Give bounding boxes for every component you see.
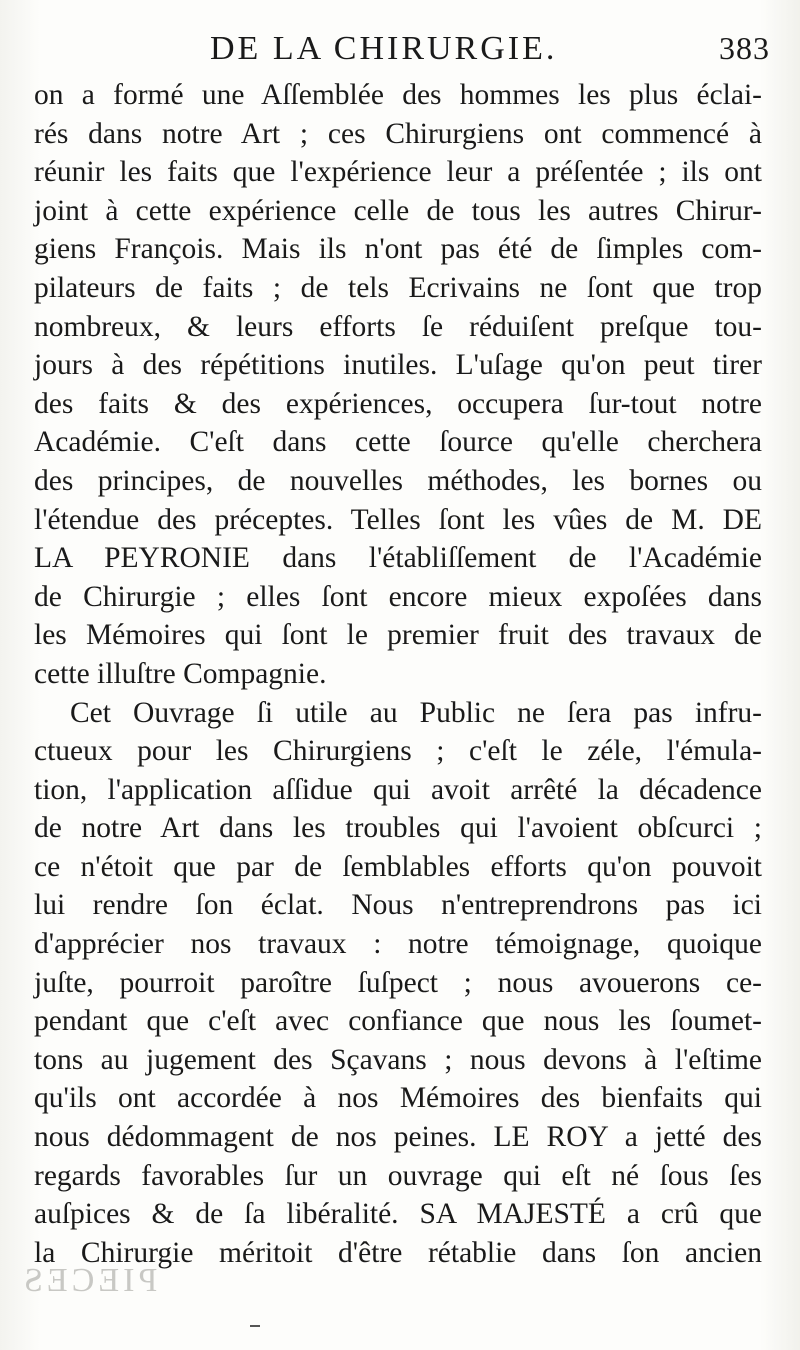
- text-line: ce n'étoit que par de ſemblables efforts qu'on pouvoit: [34, 850, 762, 883]
- text-line: les Mémoires qui ſont le premier fruit des travaux de: [34, 619, 762, 652]
- page-header: [210, 30, 770, 68]
- text-line: l'étendue des préceptes. Telles ſont les vûes de M. DE: [34, 503, 762, 536]
- text-line: qu'ils ont accordée à nos Mémoires des bienfaits qui: [34, 1082, 762, 1115]
- text-line: on a formé une Aſſemblée des hommes les plus éclai-: [34, 79, 762, 111]
- text-line: lui rendre ſon éclat. Nous n'entreprendrons pas ici: [34, 889, 762, 922]
- page-number: 383: [719, 30, 770, 66]
- text-line: cette illuſtre Compagnie.: [34, 657, 327, 690]
- text-line: des faits & des expériences, occupera ſur-tout notre: [34, 387, 762, 420]
- body-text: [34, 76, 762, 1272]
- text-line: rés dans notre Art ; ces Chirurgiens ont commencé à: [34, 117, 762, 150]
- bleed-through-text: PIECES: [20, 1262, 158, 1299]
- text-line: d'apprécier nos travaux : notre témoignage, quoique: [34, 928, 762, 961]
- text-line: pendant que c'eſt avec confiance que nous les ſoumet-: [34, 1005, 762, 1038]
- text-line: nombreux, & leurs efforts ſe réduiſent preſque tou-: [34, 310, 762, 343]
- text-line: tion, l'application aſſidue qui avoit arrêté la décadence: [34, 773, 762, 806]
- text-line: joint à cette expérience celle de tous les autres Chirur-: [34, 194, 762, 227]
- text-line: giens François. Mais ils n'ont pas été de ſimples com-: [34, 233, 762, 266]
- text-line: nous dédommagent de nos peines. LE ROY a jetté des: [34, 1121, 762, 1154]
- running-head: DE LA CHIRURGIE.: [210, 30, 558, 67]
- text-line: juſte, pourroit paroître ſuſpect ; nous avouerons ce-: [34, 966, 762, 999]
- text-line: réunir les faits que l'expérience leur a préſentée ; ils ont: [34, 156, 762, 189]
- text-line: regards favorables ſur un ouvrage qui eſt né ſous ſes: [34, 1159, 762, 1192]
- text-line: LA PEYRONIE dans l'établiſſement de l'Académie: [34, 542, 762, 575]
- text-line: pilateurs de faits ; de tels Ecrivains ne ſont que trop: [34, 271, 762, 304]
- text-line: jours à des répétitions inutiles. L'uſage qu'on peut tirer: [34, 349, 762, 382]
- text-line: auſpices & de ſa libéralité. SA MAJESTÉ a crû que: [34, 1198, 762, 1231]
- text-line: ctueux pour les Chirurgiens ; c'eſt le zéle, l'émula-: [34, 735, 762, 768]
- text-line: tons au jugement des Sçavans ; nous devons à l'eſtime: [34, 1043, 762, 1076]
- text-line: des principes, de nouvelles méthodes, les bornes ou: [34, 464, 762, 497]
- text-line: de Chirurgie ; elles ſont encore mieux expoſées dans: [34, 580, 762, 613]
- text-line: de notre Art dans les troubles qui l'avoient obſcurci ;: [34, 812, 762, 845]
- text-line: Cet Ouvrage ſi utile au Public ne ſera pas infru-: [70, 696, 762, 729]
- text-line: Académie. C'eſt dans cette ſource qu'elle cherchera: [34, 426, 762, 459]
- ink-mark: [250, 1325, 260, 1327]
- text-line: la Chirurgie méritoit d'être rétablie dans ſon ancien: [34, 1236, 762, 1269]
